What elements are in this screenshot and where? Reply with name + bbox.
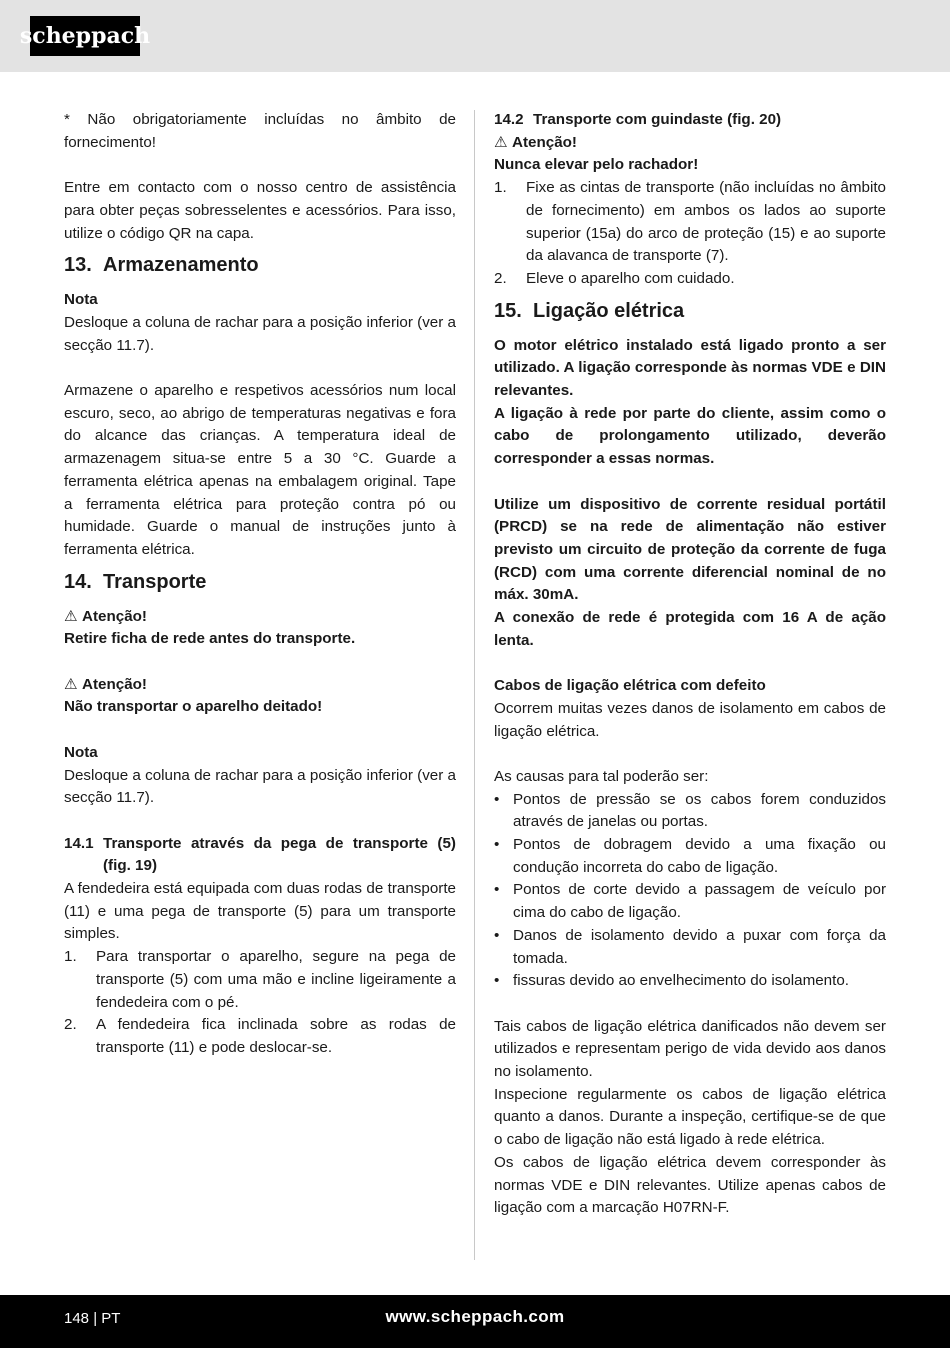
list-item: • Pontos de pressão se os cabos forem conduzidos através de janelas ou portas.: [494, 790, 886, 831]
list-item: 2. A fendedeira fica inclinada sobre as rodas de transporte (11) e pode deslocar-se.: [64, 1016, 456, 1056]
subsection-14-1-heading: 14.1 Transporte através da pega de transporte (5) (fig. 19): [64, 834, 456, 875]
list-item: • Pontos de corte devido a passagem de veículo por cima do cabo de ligação.: [494, 881, 886, 922]
closing-paragraph-3: Os cabos de ligação elétrica devem corresponder às normas VDE e DIN relevantes. Utilize apenas cabos de ligação com a marcação H07RN-F.: [494, 1153, 886, 1217]
intro-paragraph: Entre em contacto com o nosso centro de assistência para obter peças sobresselentes e acessórios. Para isso, utilize o código QR na capa.: [64, 179, 456, 242]
header-bar: [0, 0, 950, 72]
intro-footnote: * Não obrigatoriamente incluídas no âmbito de fornecimento!: [64, 111, 456, 151]
list-item: 1. Para transportar o aparelho, segure na pega de transporte (5) com uma mão e incline ligeiramente a fendedeira com o pé.: [64, 948, 456, 1011]
electrical-bold-3: Utilize um dispositivo de corrente residual portátil (PRCD) se na rede de alimentação não estiver previsto um circuito de proteção da corrente de fuga (RCD) com uma corrente diferencial nominal de no máx. 30mA.: [494, 495, 886, 604]
note-2-title: Nota: [64, 743, 98, 761]
column-divider: [474, 110, 475, 1260]
subsection-14-1-text: A fendedeira está equipada com duas rodas de transporte (11) e uma pega de transporte (5) para um transporte simples.: [64, 880, 456, 943]
electrical-bold-2: A ligação à rede por parte do cliente, assim como o cabo de prolongamento utilizado, deverão corresponder a essas normas.: [494, 404, 886, 468]
causes-list: [494, 789, 886, 993]
page-number: 148 | PT: [64, 1310, 121, 1327]
closing-paragraph-1: Tais cabos de ligação elétrica danificados não devem ser utilizados e representam perigo de vida devido aos danos no isolamento.: [494, 1017, 886, 1081]
website-url: www.scheppach.com: [385, 1307, 565, 1326]
section-15-heading: 15. Ligação elétrica: [494, 299, 685, 322]
warning-icon: ⚠: [64, 675, 78, 693]
warning-1-title: ⚠ Atenção!: [64, 606, 456, 629]
subsection-14-2-heading: 14.2 Transporte com guindaste (fig. 20): [494, 111, 782, 128]
list-item: 1. Fixe as cintas de transporte (não incluídas no âmbito de fornecimento) em ambos os lados ao suporte superior (15a) do arco de proteção (15) e ao suporte da alavanca de transporte (7).: [494, 179, 886, 265]
warning-3-title: ⚠ Atenção!: [494, 132, 886, 155]
left-column: [64, 109, 456, 1060]
warning-1-text: Retire ficha de rede antes do transporte.: [64, 630, 356, 648]
causes-intro: As causas para tal poderão ser:: [494, 767, 709, 785]
subsection-14-2-steps: [494, 177, 886, 291]
list-item: 2. Eleve o aparelho com cuidado.: [494, 269, 735, 287]
storage-paragraph: Armazene o aparelho e respetivos acessórios num local escuro, seco, ao abrigo de temperaturas negativas e fora do alcance das crianças. A temperatura ideal de armazenagem situa-se entre 5 a 30 °C. Guarde a ferramenta elétrica apenas na embalagem original. Tape a ferramenta elétrica para proteção contra pó ou humidade. Guarde o manual de instruções junto à ferramenta elétrica.: [64, 382, 456, 558]
right-column: [494, 109, 886, 1220]
footer-bar: [0, 1295, 950, 1348]
section-13-heading: 13. Armazenamento: [64, 254, 259, 277]
list-item: • Danos de isolamento devido a puxar com força da tomada.: [494, 926, 886, 967]
list-item: • Pontos de dobragem devido a uma fixação ou condução incorreta do cabo de ligação.: [494, 836, 886, 876]
warning-2-title: ⚠ Atenção!: [64, 674, 456, 697]
electrical-bold-1: O motor elétrico instalado está ligado pronto a ser utilizado. A ligação corresponde às normas VDE e DIN relevantes.: [494, 336, 886, 400]
defective-cables-title: Cabos de ligação elétrica com defeito: [494, 677, 766, 695]
note-1-title: Nota: [64, 291, 98, 309]
list-item: • fissuras devido ao envelhecimento do isolamento.: [494, 972, 850, 990]
scheppach-logo: scheppach: [30, 16, 140, 56]
closing-paragraph-2: Inspecione regularmente os cabos de ligação elétrica quanto a danos. Durante a inspeção, certifique-se de que o cabo de ligação não está ligado à rede elétrica.: [494, 1085, 886, 1149]
note-2-text: Desloque a coluna de rachar para a posição inferior (ver a secção 11.7).: [64, 766, 456, 807]
warning-2-text: Não transportar o aparelho deitado!: [64, 698, 323, 716]
note-1-text: Desloque a coluna de rachar para a posição inferior (ver a secção 11.7).: [64, 313, 456, 354]
section-14-heading: 14. Transporte: [64, 570, 207, 593]
subsection-14-1-steps: [64, 946, 456, 1060]
defective-cables-text: Ocorrem muitas vezes danos de isolamento em cabos de ligação elétrica.: [494, 699, 886, 740]
warning-3-text: Nunca elevar pelo rachador!: [494, 156, 699, 174]
warning-icon: ⚠: [64, 607, 78, 625]
warning-icon: ⚠: [494, 133, 508, 151]
electrical-bold-4: A conexão de rede é protegida com 16 A de ação lenta.: [494, 609, 886, 649]
